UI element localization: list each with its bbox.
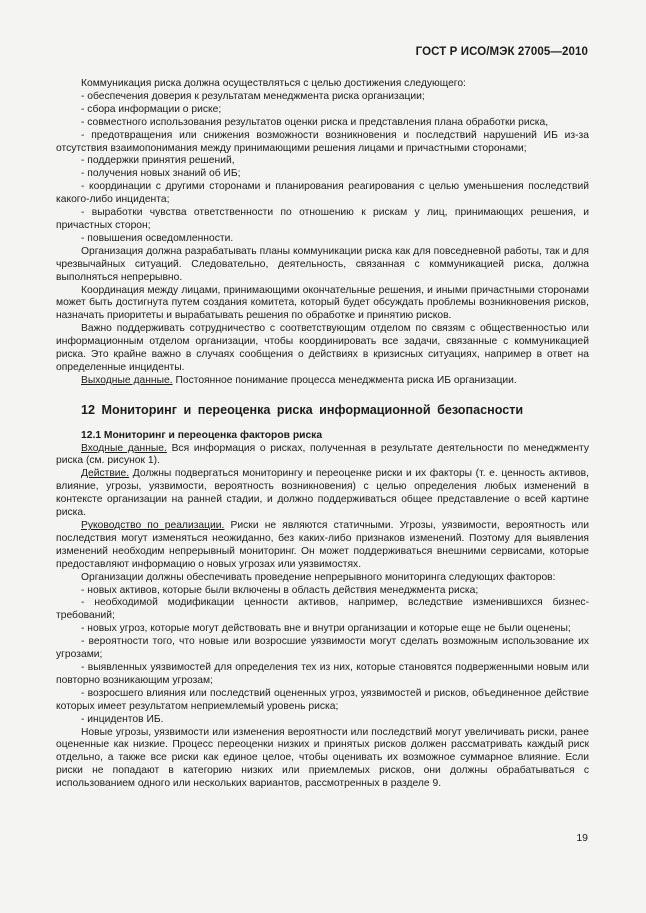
guidance-label: Руководство по реализации. <box>81 520 225 531</box>
list-item: - поддержки принятия решений, <box>81 155 235 167</box>
guidance-paragraph <box>56 520 589 572</box>
paragraph: Организация должна разрабатывать планы коммуникации риска как для повседневной работы, так и для чрезвычайных ситуаций. Следовательно, деятельность, связанная с коммуникацией риска, должна выполняться непрерывно. <box>56 245 589 283</box>
action-label: Действие. <box>81 468 130 480</box>
standard-header: ГОСТ Р ИСО/МЭК 27005—2010 <box>415 46 588 58</box>
list-item: - сбора информации о риске; <box>81 103 222 115</box>
list-item: - выработки чувства ответственности по отношению к рискам у лиц, принимающих решения, и причастных сторон; <box>56 207 589 231</box>
input-text: Вся информация о рисках, полученная в результате деятельности по менеджменту риска (см. рисунок 1). <box>56 442 589 467</box>
list-item: - выявленных уязвимостей для определения тех из них, которые становятся подверженными новым или повторно возникающим угрозам; <box>56 661 589 686</box>
paragraph: Новые угрозы, уязвимости или изменения вероятности или последствий могут увеличивать риски, ранее оцененные как низкие. Процесс переоценки низких и принятых рисков должен рассматривать каждый риск отдельно, а также все риски как единое целое, чтобы оценивать их возможное суммарное влияние. Если риски не попадают в категорию низких или приемлемых рисков, они должны обрабатываться с использованием одного или нескольких вариантов, рассмотренных в разделе 9. <box>56 726 589 790</box>
list-item: - повышения осведомленности. <box>81 232 234 244</box>
list-item: - новых угроз, которые могут действовать вне и внутри организации и которые еще не были оценены; <box>81 623 571 635</box>
list-item: - обеспечения доверия к результатам менеджмента риска организации; <box>81 90 425 102</box>
output-text: Постоянное понимание процесса менеджмента риска ИБ организации. <box>172 374 517 386</box>
input-paragraph <box>56 443 589 469</box>
list-item: - совместного использования результатов оценки риска и представления плана обработки риска, <box>81 116 549 128</box>
document-body <box>56 78 589 791</box>
page-number: 19 <box>576 832 588 844</box>
list-item: - предотвращения или снижения возможности возникновения и последствий нарушений ИБ из-за отсутствия взаимопонимания между принимающими решения лицами и причастными сторонами; <box>56 129 589 154</box>
section-heading: 12 Мониторинг и переоценка риска информационной безопасности <box>81 402 524 417</box>
paragraph: Организации должны обеспечивать проведение непрерывного мониторинга следующих факторов: <box>81 571 556 583</box>
action-paragraph <box>56 468 589 520</box>
list-item: - возросшего влияния или последствий оцененных угроз, уязвимостей и рисков, объединенное действие которых имеет результатом неприемлемый уровень риска; <box>56 687 589 712</box>
output-paragraph <box>56 375 589 388</box>
action-text: Должны подвергаться мониторингу и переоценке риски и их факторы (т. е. ценность активов, влияние, угрозы, уязвимости, вероятность возникновения) с целью определения любых изменений в контексте организации на ранней стадии, и должно поддерживаться общее представление о всей картине риска. <box>56 468 589 519</box>
output-label: Выходные данные. <box>81 374 173 386</box>
paragraph: Координация между лицами, принимающими окончательные решения, и иными причастными сторонами может быть достигнута путем создания комитета, который будет обсуждать проблемы возникновения рисков, назначать приоритеты и вырабатывать решения по обработке и принятию рисков. <box>56 284 589 322</box>
list-item: - инцидентов ИБ. <box>81 713 164 725</box>
list-item: - вероятности того, что новые или возросшие уязвимости могут сделать возможным использование их угрозами; <box>56 636 589 661</box>
subsection-heading: 12.1 Мониторинг и переоценка факторов риска <box>81 429 323 441</box>
input-label: Входные данные. <box>81 442 167 454</box>
list-item: - новых активов, которые были включены в область действия менеджмента риска; <box>81 584 479 596</box>
paragraph: Важно поддерживать сотрудничество с соответствующим отделом по связям с общественностью или информационным отделом организации, чтобы координировать все задачи, связанные с коммуникацией риска. Это крайне важно в случаях сообщения о действиях в кризисных ситуациях, например в ответ на определенные инциденты. <box>56 323 589 373</box>
list-item: - получения новых знаний об ИБ; <box>81 168 241 180</box>
list-item: - необходимой модификации ценности активов, например, вследствие изменившихся бизнес-требований; <box>56 597 589 622</box>
guidance-text: Риски не являются статичными. Угрозы, уязвимости, вероятность или последствия могут изменяться неожиданно, без каких-либо признаков изменений. Поэтому для выявления изменений необходим непрерывный мониторинг. Он может поддерживаться внешними сервисами, которые предоставляют информацию о новых угрозах или уязвимостях. <box>56 520 589 570</box>
paragraph: Коммуникация риска должна осуществляться с целью достижения следующего: <box>81 78 466 89</box>
list-item: - координации с другими сторонами и планирования реагирования с целью уменьшения последствий какого-либо инцидента; <box>56 181 589 206</box>
